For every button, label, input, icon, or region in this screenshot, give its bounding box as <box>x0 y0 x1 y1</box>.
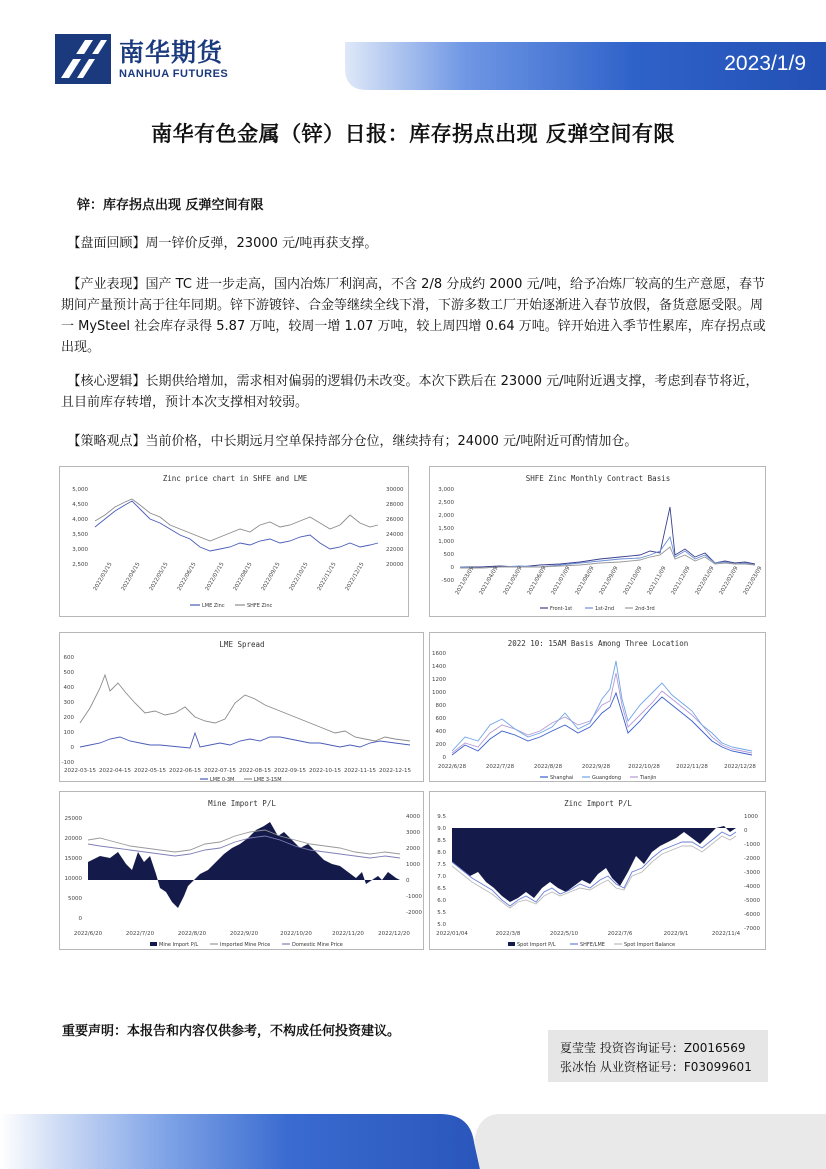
chart-three-location-basis <box>429 632 766 782</box>
x-tick: 2022/12/15 <box>344 561 366 592</box>
y-tick: 1200 <box>432 677 446 683</box>
legend <box>508 942 675 948</box>
y-tick: -5000 <box>744 898 760 904</box>
y-tick: 8.0 <box>437 850 446 856</box>
x-tick: 2022/03/15 <box>92 561 114 592</box>
company-logo <box>55 34 228 84</box>
y-tick: 1400 <box>432 664 446 670</box>
y-tick: 1000 <box>406 862 420 868</box>
disclaimer: 重要声明：本报告和内容仅供参考，不构成任何投资建议。 <box>62 1024 401 1039</box>
y-tick: 400 <box>435 729 446 735</box>
y-right-ticks <box>406 814 422 916</box>
y-tick: 25000 <box>64 816 82 822</box>
lme-0-3m-series <box>80 733 410 748</box>
y-tick: 7.0 <box>437 874 446 880</box>
chart-zinc-import <box>429 791 766 950</box>
x-tick: 2022/9/20 <box>229 931 259 937</box>
y-tick: 200 <box>63 715 74 721</box>
legend-item: Mine Import P/L <box>159 942 199 948</box>
y-tick: 20000 <box>64 836 82 842</box>
y-tick: 4,000 <box>72 517 88 523</box>
y-left-ticks <box>65 816 83 922</box>
y-tick: 300 <box>63 700 74 706</box>
y-tick: 3,000 <box>72 547 88 553</box>
x-tick: 2021/07/09 <box>550 565 572 596</box>
spot-import-pl-area <box>452 826 736 902</box>
x-tick: 2022-09-15 <box>274 768 306 774</box>
y-tick: 7.5 <box>437 862 446 868</box>
y-tick: 30000 <box>386 487 404 493</box>
core-logic-paragraph: 【核心逻辑】长期供给增加，需求相对偏弱的逻辑仍未改变。本次下跌后在 23000 元/吨附近遇支撑，考虑到春节将近，且目前库存转增，预计本次支撑相对较弱。 <box>61 374 759 410</box>
logo-mark-icon <box>55 34 111 84</box>
x-tick: 2022/12/28 <box>724 764 756 770</box>
y-tick: 5,000 <box>72 487 88 493</box>
x-ticks <box>93 561 366 592</box>
y-tick: 24000 <box>386 532 404 538</box>
x-tick: 2022/8/20 <box>177 931 207 937</box>
y-tick: 400 <box>63 685 74 691</box>
y-tick: 1,500 <box>438 526 454 532</box>
x-tick: 2022-03-15 <box>64 768 96 774</box>
legend <box>150 942 343 948</box>
section-heading: 锌：库存拐点出现 反弹空间有限 <box>77 198 264 213</box>
strategy-paragraph: 【策略观点】当前价格，中长期远月空单保持部分仓位，继续持有；24000 元/吨附近可酌情加仓。 <box>74 434 638 449</box>
y-tick: 8.5 <box>437 838 446 844</box>
x-ticks <box>74 931 410 937</box>
x-tick: 2021/05/09 <box>502 565 524 596</box>
shanghai-series <box>452 693 752 755</box>
y-tick: 600 <box>63 655 74 661</box>
legend-item: Guangdong <box>592 775 622 781</box>
x-tick: 2022-08-15 <box>239 768 271 774</box>
x-tick: 2022/7/20 <box>125 931 155 937</box>
y-tick: -500 <box>441 578 454 584</box>
x-tick: 2022/06/15 <box>176 561 198 592</box>
footer-band <box>0 1108 826 1169</box>
y-tick: -7000 <box>744 926 760 932</box>
x-tick: 2022/12/20 <box>378 931 410 937</box>
logo-chinese-name: 南华期货 <box>119 37 224 67</box>
x-tick: 2021/08/09 <box>574 565 596 596</box>
y-tick: 28000 <box>386 502 404 508</box>
x-tick: 2022/3/8 <box>495 931 521 937</box>
legend-item: LME 3-15M <box>254 777 282 783</box>
chart-title: Mine Import P/L <box>208 799 276 808</box>
x-tick: 2022/09/15 <box>260 561 282 592</box>
legend-item: Imported Mine Price <box>220 942 271 948</box>
y-tick: 15000 <box>64 856 82 862</box>
y-tick: 1600 <box>432 651 446 657</box>
y-tick: -1000 <box>744 842 760 848</box>
chart-zinc-price-svg <box>60 467 409 617</box>
legend-item: SHFE Zinc <box>247 603 273 609</box>
y-tick: 6.5 <box>437 886 446 892</box>
legend <box>540 775 656 781</box>
chart-title: SHFE Zinc Monthly Contract Basis <box>525 474 671 483</box>
y-tick: 2,500 <box>72 562 88 568</box>
chart-title: Zinc price chart in SHFE and LME <box>162 474 308 483</box>
analyst-1 <box>560 1039 746 1056</box>
x-tick: 2022/10/15 <box>288 561 310 592</box>
x-tick: 2022/07/15 <box>204 561 226 592</box>
y-tick: 1000 <box>432 690 446 696</box>
chart-mine-import-svg <box>60 792 424 950</box>
chart-title: Zinc Import P/L <box>564 799 632 808</box>
legend <box>190 603 273 609</box>
2nd-3rd-series <box>460 547 755 568</box>
y-tick: -2000 <box>406 910 422 916</box>
y-tick: 500 <box>443 552 454 558</box>
lme-3-15m-series <box>80 675 410 741</box>
chart-title: LME Spread <box>219 640 265 649</box>
industry-paragraph: 【产业表现】国产 TC 进一步走高，国内冶炼厂利润高，不含 2/8 分成约 2000 元/吨，给予冶炼厂较高的生产意愿，春节期间产量预计高于往年同期。锌下游镀锌、合金等继续全线下滑，下游多数工厂开始逐渐进入春节放假，备货意愿受限。周一 MySteel 社会库存录得 5.87 万吨，较周一增 1.07 万吨，较上周四增 0.64 万吨。锌开始进入季节性累库，库存拐点或出现。 <box>61 277 766 355</box>
x-tick: 2021/10/09 <box>622 565 644 596</box>
y-tick: 600 <box>435 716 446 722</box>
y-left-ticks <box>62 655 75 766</box>
market-review-paragraph: 【盘面回顾】周一锌价反弹，23000 元/吨再获支撑。 <box>74 236 378 251</box>
y-left-ticks <box>72 487 88 568</box>
x-tick: 2022-04-15 <box>99 768 131 774</box>
y-right-ticks <box>744 814 760 932</box>
y-tick: 5.5 <box>437 910 446 916</box>
legend-item: LME 0-3M <box>210 777 235 783</box>
y-tick: 500 <box>63 670 74 676</box>
x-tick: 2022/11/15 <box>316 561 338 592</box>
y-tick: 0 <box>450 565 454 571</box>
x-tick: 2022/02/09 <box>718 565 740 596</box>
report-date: 2023/1/9 <box>724 52 806 75</box>
shfe-zinc-series <box>95 499 378 541</box>
x-tick: 2022/6/20 <box>73 931 103 937</box>
x-tick: 2022/7/28 <box>485 764 515 770</box>
y-tick: 2,000 <box>438 513 454 519</box>
y-tick: 5000 <box>68 896 82 902</box>
x-tick: 2021/09/09 <box>598 565 620 596</box>
y-tick: 1,000 <box>438 539 454 545</box>
report-title: 南华有色金属（锌）日报：库存拐点出现 反弹空间有限 <box>151 122 675 146</box>
y-tick: -4000 <box>744 884 760 890</box>
analyst-credential: 投资咨询证号：Z0016569 <box>599 1041 746 1055</box>
y-left-ticks <box>437 814 446 928</box>
analyst-name: 张冰怡 <box>560 1060 597 1074</box>
chart-lme-spread-svg <box>60 633 424 782</box>
x-tick: 2022/6/28 <box>437 764 467 770</box>
y-tick: -1000 <box>406 894 422 900</box>
y-tick: 3000 <box>406 830 420 836</box>
y-tick: 800 <box>435 703 446 709</box>
chart-mine-import <box>59 791 424 950</box>
y-tick: 200 <box>435 742 446 748</box>
legend-item: SHFE/LME <box>580 942 605 948</box>
x-tick: 2022/11/28 <box>676 764 708 770</box>
x-tick: 2022/01/04 <box>436 931 468 937</box>
x-tick: 2022/9/1 <box>663 931 689 937</box>
y-tick: -6000 <box>744 912 760 918</box>
y-tick: 100 <box>63 730 74 736</box>
legend <box>540 606 655 612</box>
1st-2nd-series <box>460 537 755 568</box>
chart-title: 2022 10: 15AM Basis Among Three Location <box>507 639 689 648</box>
x-tick: 2022-12-15 <box>379 768 411 774</box>
x-tick: 2022-07-15 <box>204 768 236 774</box>
x-tick: 2022/08/15 <box>232 561 254 592</box>
legend-item: Spot Import P/L <box>517 942 556 948</box>
x-tick: 2022/5/10 <box>549 931 579 937</box>
y-tick: -100 <box>61 760 74 766</box>
y-tick: 1000 <box>744 814 758 820</box>
analyst-2 <box>560 1058 752 1075</box>
y-tick: 2000 <box>406 846 420 852</box>
y-tick: -2000 <box>744 856 760 862</box>
x-tick: 2022/8/28 <box>533 764 563 770</box>
legend-item: Domestic Mine Price <box>292 942 343 948</box>
logo-english-name: NANHUA FUTURES <box>119 67 229 80</box>
y-tick: -3000 <box>744 870 760 876</box>
y-tick: 26000 <box>386 517 404 523</box>
x-tick: 2022/03/09 <box>742 565 764 596</box>
y-tick: 20000 <box>386 562 404 568</box>
legend <box>200 777 282 782</box>
x-tick: 2022/7/6 <box>607 931 633 937</box>
x-tick: 2022/04/15 <box>120 561 142 592</box>
x-tick: 2021/06/09 <box>526 565 548 596</box>
legend-item: 1st-2nd <box>595 606 615 612</box>
y-tick: 4,500 <box>72 502 88 508</box>
y-right-ticks <box>386 487 404 568</box>
guangdong-series <box>452 661 752 751</box>
x-tick: 2021/11/09 <box>646 565 668 596</box>
y-tick: 0 <box>406 878 410 884</box>
y-tick: 5.0 <box>437 922 446 928</box>
x-tick: 2022/11/4 <box>711 931 741 937</box>
y-tick: 4000 <box>406 814 420 820</box>
y-left-ticks <box>432 651 447 761</box>
x-ticks <box>64 768 411 774</box>
legend-item: LME Zinc <box>202 603 225 609</box>
chart-monthly-basis-svg <box>430 467 766 617</box>
x-tick: 2022-10-15 <box>309 768 341 774</box>
x-tick: 2022/01/09 <box>694 565 716 596</box>
y-left-ticks <box>438 487 454 584</box>
mine-import-pl-area <box>88 822 400 908</box>
y-tick: 10000 <box>64 876 82 882</box>
x-tick: 2022/11/20 <box>332 931 364 937</box>
chart-lme-spread <box>59 632 424 782</box>
x-tick: 2022/10/28 <box>628 764 660 770</box>
x-tick: 2022/05/15 <box>148 561 170 592</box>
x-tick: 2021/04/09 <box>478 565 500 596</box>
x-tick: 2022/10/20 <box>280 931 312 937</box>
legend-item: Tianjin <box>640 775 657 781</box>
x-tick: 2022-06-15 <box>169 768 201 774</box>
legend-item: 2nd-3rd <box>635 606 655 612</box>
y-tick: 3,000 <box>438 487 454 493</box>
x-tick: 2022/9/28 <box>581 764 611 770</box>
chart-zinc-import-svg <box>430 792 766 950</box>
y-tick: 2,500 <box>438 500 454 506</box>
x-ticks <box>436 931 740 937</box>
y-tick: 9.5 <box>437 814 446 820</box>
x-tick: 2021/03/09 <box>454 565 476 596</box>
legend-item: Front-1st <box>550 606 573 612</box>
legend-item: Spot Import Balance <box>624 942 676 948</box>
y-tick: 0 <box>78 916 82 922</box>
x-tick: 2022-05-15 <box>134 768 166 774</box>
y-tick: 0 <box>744 828 748 834</box>
chart-monthly-basis <box>429 466 766 617</box>
x-ticks <box>438 764 756 770</box>
front-1st-series <box>460 507 755 567</box>
x-tick: 2021/12/09 <box>670 565 692 596</box>
y-tick: 0 <box>70 745 74 751</box>
chart-three-location-basis-svg <box>430 633 766 782</box>
y-tick: 3,500 <box>72 532 88 538</box>
y-tick: 6.0 <box>437 898 446 904</box>
chart-zinc-price <box>59 466 409 617</box>
lme-zinc-series <box>95 501 378 551</box>
y-tick: 22000 <box>386 547 404 553</box>
analyst-name: 夏莹莹 <box>560 1041 597 1055</box>
y-tick: 0 <box>442 755 446 761</box>
x-tick: 2022-11-15 <box>344 768 376 774</box>
x-ticks <box>455 565 764 596</box>
y-tick: 9.0 <box>437 826 446 832</box>
analyst-credential: 从业资格证号：F03099601 <box>599 1060 752 1074</box>
legend-item: Shanghai <box>550 775 574 781</box>
